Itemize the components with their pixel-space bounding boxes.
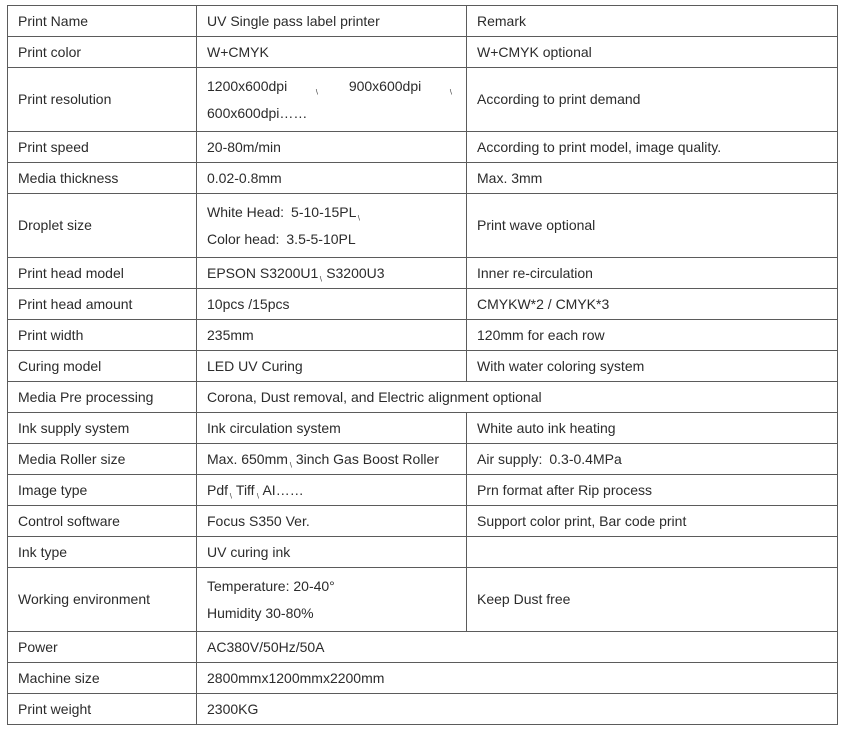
justified-token	[314, 73, 322, 100]
spec-remark-cell	[467, 568, 838, 632]
justified-token: 1200x600dpi	[207, 77, 288, 94]
ideographic-comma: \	[450, 87, 453, 96]
cell-text: Max. 650mm \ 3inch Gas Boost Roller	[207, 446, 456, 473]
spec-value-cell	[197, 632, 838, 663]
spec-remark-cell	[467, 163, 838, 194]
table-row	[8, 475, 838, 506]
cell-text: Support color print, Bar code print	[477, 512, 687, 529]
justified-token	[448, 73, 456, 100]
spec-remark-cell	[467, 132, 838, 163]
spec-remark-cell	[467, 68, 838, 132]
spec-remark-cell	[467, 258, 838, 289]
cell-text: Temperature: 20-40°	[207, 577, 335, 594]
spec-name-cell	[8, 632, 197, 663]
spec-value-cell	[197, 37, 467, 68]
cell-text: Print speed	[18, 138, 89, 155]
spec-value-cell	[197, 258, 467, 289]
cell-text: Print wave optional	[477, 217, 596, 233]
spec-remark-cell	[467, 6, 838, 37]
cell-text: 0.02-0.8mm	[207, 169, 282, 186]
table-row	[8, 444, 838, 475]
spec-remark-cell	[467, 444, 838, 475]
spec-value-cell	[197, 6, 467, 37]
cell-text: Print width	[18, 326, 84, 343]
table-row	[8, 37, 838, 68]
justified-token: 900x600dpi	[348, 77, 422, 94]
cell-text: CMYKW*2 / CMYK*3	[477, 295, 610, 312]
cell-text: Media thickness	[18, 169, 119, 186]
cell-text: Print head amount	[18, 295, 133, 312]
spec-remark-cell	[467, 194, 838, 258]
cell-text: 2800mmx1200mmx2200mm	[207, 669, 385, 686]
cell-text: W+CMYK optional	[477, 43, 592, 60]
cell-text: Max. 3mm	[477, 169, 543, 186]
cell-text: Image type	[18, 481, 88, 498]
spec-name-cell	[8, 68, 197, 132]
spec-name-cell	[8, 506, 197, 537]
spec-value-cell	[197, 475, 467, 506]
cell-text: Ink supply system	[18, 419, 130, 436]
spec-name-cell	[8, 258, 197, 289]
cell-text: Ink type	[18, 543, 68, 560]
cell-text: Remark	[477, 12, 527, 29]
spec-remark-cell	[467, 537, 838, 568]
spec-name-cell	[8, 444, 197, 475]
spec-value-cell	[197, 68, 467, 132]
spec-remark-cell	[467, 413, 838, 444]
table-row	[8, 163, 838, 194]
spec-name-cell	[8, 320, 197, 351]
table-row	[8, 194, 838, 258]
spec-remark-cell	[467, 351, 838, 382]
ideographic-comma: \	[315, 87, 319, 96]
cell-text: White auto ink heating	[477, 419, 616, 436]
table-row	[8, 320, 838, 351]
cell-text: Print head model	[18, 264, 124, 281]
spec-name-cell	[8, 37, 197, 68]
spec-name-cell	[8, 6, 197, 37]
table-row	[8, 568, 838, 632]
cell-text: 2300KG	[207, 700, 259, 717]
cell-text: Curing model	[18, 357, 102, 374]
spec-value-cell	[197, 413, 467, 444]
cell-text: Prn format after Rip process	[477, 481, 653, 498]
table-row	[8, 258, 838, 289]
cell-text: According to print model, image quality.	[477, 138, 722, 155]
spec-value-cell	[197, 289, 467, 320]
ideographic-comma: \	[256, 491, 259, 500]
spec-value-cell	[197, 694, 838, 725]
cell-text: Air supply: 0.3-0.4MPa	[477, 450, 622, 467]
cell-text: Print color	[18, 43, 82, 60]
cell-text: 120mm for each row	[477, 326, 605, 343]
cell-text: Print weight	[18, 700, 92, 717]
ideographic-comma: \	[358, 213, 361, 222]
table-row	[8, 413, 838, 444]
spec-name-cell	[8, 351, 197, 382]
spec-name-cell	[8, 289, 197, 320]
cell-text: Print resolution	[18, 91, 112, 107]
spec-value-cell	[197, 132, 467, 163]
cell-text: 10pcs /15pcs	[207, 295, 290, 312]
spec-name-cell	[8, 163, 197, 194]
spec-name-cell	[8, 568, 197, 632]
spec-value-cell	[197, 663, 838, 694]
spec-table	[7, 5, 838, 725]
cell-text: Ink circulation system	[207, 419, 341, 436]
cell-text: Droplet size	[18, 217, 92, 233]
table-row	[8, 506, 838, 537]
cell-text: Keep Dust free	[477, 591, 571, 607]
spec-remark-cell	[467, 37, 838, 68]
spec-table-body	[8, 6, 838, 725]
cell-text: Working environment	[18, 591, 151, 607]
spec-name-cell	[8, 413, 197, 444]
cell-text: Power	[18, 638, 58, 655]
cell-text: AC380V/50Hz/50A	[207, 638, 325, 655]
cell-text: Print Name	[18, 12, 89, 29]
spec-remark-cell	[467, 289, 838, 320]
spec-value-cell	[197, 506, 467, 537]
cell-text: W+CMYK	[207, 43, 269, 60]
spec-name-cell	[8, 537, 197, 568]
table-row	[8, 351, 838, 382]
table-row	[8, 132, 838, 163]
ideographic-comma: \	[229, 491, 232, 500]
spec-remark-cell	[467, 475, 838, 506]
cell-text: Inner re-circulation	[477, 264, 593, 281]
cell-text: Control software	[18, 512, 120, 529]
spec-value-cell	[197, 163, 467, 194]
spec-remark-cell	[467, 506, 838, 537]
spec-value-cell	[197, 537, 467, 568]
cell-text: Machine size	[18, 669, 100, 686]
table-row	[8, 537, 838, 568]
cell-text: EPSON S3200U1 \ S3200U3	[207, 260, 456, 287]
cell-text: 600x600dpi……	[207, 104, 308, 121]
cell-text: UV Single pass label printer	[207, 12, 380, 29]
spec-sheet	[7, 5, 838, 725]
cell-text: Media Roller size	[18, 450, 126, 467]
cell-text: LED UV Curing	[207, 357, 303, 374]
table-row	[8, 68, 838, 132]
ideographic-comma: \	[320, 274, 323, 283]
table-row	[8, 663, 838, 694]
cell-text: Color head: 3.5-5-10PL	[207, 230, 356, 247]
spec-value-cell	[197, 382, 838, 413]
cell-text: White Head: 5-10-15PL \	[207, 199, 456, 226]
table-row	[8, 382, 838, 413]
spec-value-cell	[197, 320, 467, 351]
cell-text: Media Pre processing	[18, 388, 154, 405]
cell-text: With water coloring system	[477, 357, 645, 374]
table-row	[8, 289, 838, 320]
ideographic-comma: \	[289, 460, 292, 469]
table-row	[8, 6, 838, 37]
table-row	[8, 632, 838, 663]
cell-text: Corona, Dust removal, and Electric alignment optional	[207, 388, 542, 405]
spec-value-cell	[197, 568, 467, 632]
cell-text: Focus S350 Ver.	[207, 512, 310, 529]
cell-text: 235mm	[207, 326, 254, 343]
spec-name-cell	[8, 663, 197, 694]
cell-text: 20-80m/min	[207, 138, 281, 155]
spec-name-cell	[8, 694, 197, 725]
cell-text	[207, 73, 456, 100]
spec-name-cell	[8, 194, 197, 258]
spec-name-cell	[8, 475, 197, 506]
spec-remark-cell	[467, 320, 838, 351]
cell-text: Pdf \ Tiff \ AI……	[207, 477, 456, 504]
cell-text: UV curing ink	[207, 543, 291, 560]
cell-text: According to print demand	[477, 91, 641, 107]
spec-value-cell	[197, 194, 467, 258]
spec-name-cell	[8, 382, 197, 413]
spec-value-cell	[197, 351, 467, 382]
spec-name-cell	[8, 132, 197, 163]
spec-value-cell	[197, 444, 467, 475]
cell-text: Humidity 30-80%	[207, 604, 314, 621]
table-row	[8, 694, 838, 725]
